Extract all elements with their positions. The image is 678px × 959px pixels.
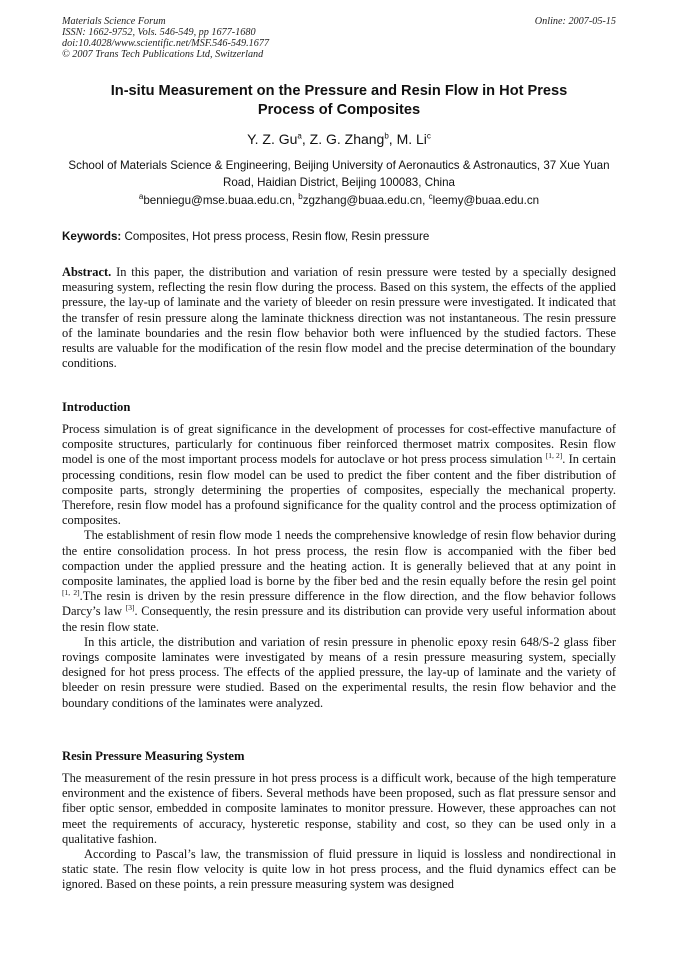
abstract-text: In this paper, the distribution and variation of resin pressure were tested by a specially designed measuring system, reflecting the resin flow during the process. Based on this system, the effects of the applied pressure, the lay-up of laminate and the variety of bleeder on resin pressure were investigated. It indicated that the transfer of resin pressure along the laminate thickness direction was not instantaneous. The resin pressure of the laminate boundaries and the resin flow behavior both were influenced by the studied factors. These results are valuable for the modification of the resin flow model and the precise determination of the boundary conditions.	[62, 265, 616, 371]
title-line-2: Process of Composites	[257, 102, 421, 118]
email-1: benniegu@mse.buaa.edu.cn	[143, 194, 292, 207]
online-date: Online: 2007-05-15	[534, 16, 616, 27]
intro-paragraph-3: In this article, the distribution and variation of resin pressure in phenolic epoxy resin 648/S-2 glass fiber rovings composite laminates were investigated by means of a resin pressure measuring system, specially designed for hot press process. The effects of the applied pressure, the lay-up of laminate and the variety of bleeder on resin pressure were studied. Based on the experimental results, the resin flow behavior and the boundary conditions of the laminates were analyzed.	[62, 634, 616, 710]
author-1: Y. Z. Gu	[247, 131, 298, 147]
copyright-line: © 2007 Trans Tech Publications Ltd, Switzerland	[62, 49, 264, 60]
journal-header	[62, 16, 616, 60]
measuring-system-body	[62, 771, 616, 893]
affiliation: School of Materials Science & Engineering, Beijing University of Aeronautics & Astronautics, 37 Xue Yuan Road, Haidian District, Beijing 100083, China	[68, 159, 610, 189]
email-2-mark: b	[298, 192, 303, 202]
journal-name: Materials Science Forum	[62, 16, 166, 27]
abstract	[62, 265, 616, 371]
measuring-paragraph-2: According to Pascal’s law, the transmission of fluid pressure in liquid is lossless and nondirectional in static state. The resin flow velocity is quite low in hot press process, and the fluid dynamics effect can be ignored. Based on these points, a rein pressure measuring system was designed	[62, 847, 616, 892]
paper-title	[40, 82, 638, 120]
keywords-text: Composites, Hot press process, Resin flow, Resin pressure	[124, 230, 430, 243]
intro-p2-text-b: .The resin is driven by the resin pressure difference in the flow direction, and the flow behavior follows Darcy’s law	[62, 589, 617, 619]
email-3: leemy@buaa.edu.cn	[432, 194, 540, 207]
author-3: M. Li	[396, 131, 427, 147]
measuring-system-heading: Resin Pressure Measuring System	[62, 749, 245, 763]
issn-line: ISSN: 1662-9752, Vols. 546-549, pp 1677-1680	[62, 27, 256, 38]
email-2: zgzhang@buaa.edu.cn	[302, 194, 423, 207]
email-1-mark: a	[138, 192, 144, 202]
title-line-1: In-situ Measurement on the Pressure and Resin Flow in Hot Press	[110, 83, 568, 99]
email-3-mark: c	[428, 192, 433, 202]
author-3-mark: c	[426, 131, 431, 141]
citation-ref: [3]	[125, 603, 135, 613]
author-2: Z. G. Zhang	[309, 131, 385, 147]
intro-p1-text-a: Process simulation is of great significance in the development of processes for cost-effective manufacture of composite structures, particularly for continuous fiber reinforced thermoset matrix composites. Resin flow model is one of the most important process models for autoclave or hot press process simulation	[62, 422, 616, 467]
citation-ref: [1, 2]	[62, 588, 80, 598]
measuring-paragraph-1: The measurement of the resin pressure in hot press process is a difficult work, because of the high temperature environment and the existence of fibers. Several methods have been proposed, such as flat pressure sensor and fiber optic sensor, embedded in composite laminates to monitor pressure. However, these approaches can not meet the requirements of accuracy, hysteretic response, stability and cost, so they can be used only in a qualitative fashion.	[62, 771, 616, 846]
author-list: Y. Z. Gu$^a$, Z. G. Zhang$^b$, M. Li$^c$	[247, 131, 431, 147]
introduction-heading: Introduction	[62, 400, 131, 414]
author-1-mark: a	[297, 131, 302, 141]
intro-p2-text-a: The establishment of resin flow mode 1 needs the comprehensive knowledge of resin flow behavior during the entire consolidation process. In hot press process, the resin flow is accompanied with the fiber bed compaction under the applied pressure and the heating action. It is generally believed that at any point in composite laminates, the applied load is borne by the fiber bed and the resin equally before the resin gel point	[62, 528, 616, 589]
introduction-body	[62, 422, 616, 711]
keywords-label: Keywords:	[62, 230, 122, 243]
intro-p1-text-b: . In certain processing conditions, resin flow model can be used to predict the fiber content and the fiber distribution of composite parts, strongly determining the properties of composites, especially the mechanical property. Therefore, resin flow model has a profound significance for the quality control and the process optimization of composites.	[62, 452, 616, 528]
email-list: $^a$benniegu@mse.buaa.edu.cn, $^b$zgzhang@buaa.edu.cn, $^c$leemy@buaa.edu.cn	[138, 192, 540, 207]
keywords	[62, 229, 616, 245]
citation-ref: [1, 2]	[545, 451, 563, 461]
doi-line: doi:10.4028/www.scientific.net/MSF.546-549.1677	[62, 38, 270, 49]
abstract-label: Abstract.	[62, 265, 112, 279]
intro-paragraph-1	[62, 422, 616, 528]
intro-p2-text-c: . Consequently, the resin pressure and its distribution can provide very useful information about the resin flow state.	[62, 604, 616, 634]
intro-paragraph-2	[62, 528, 616, 634]
author-2-mark: b	[384, 131, 389, 141]
